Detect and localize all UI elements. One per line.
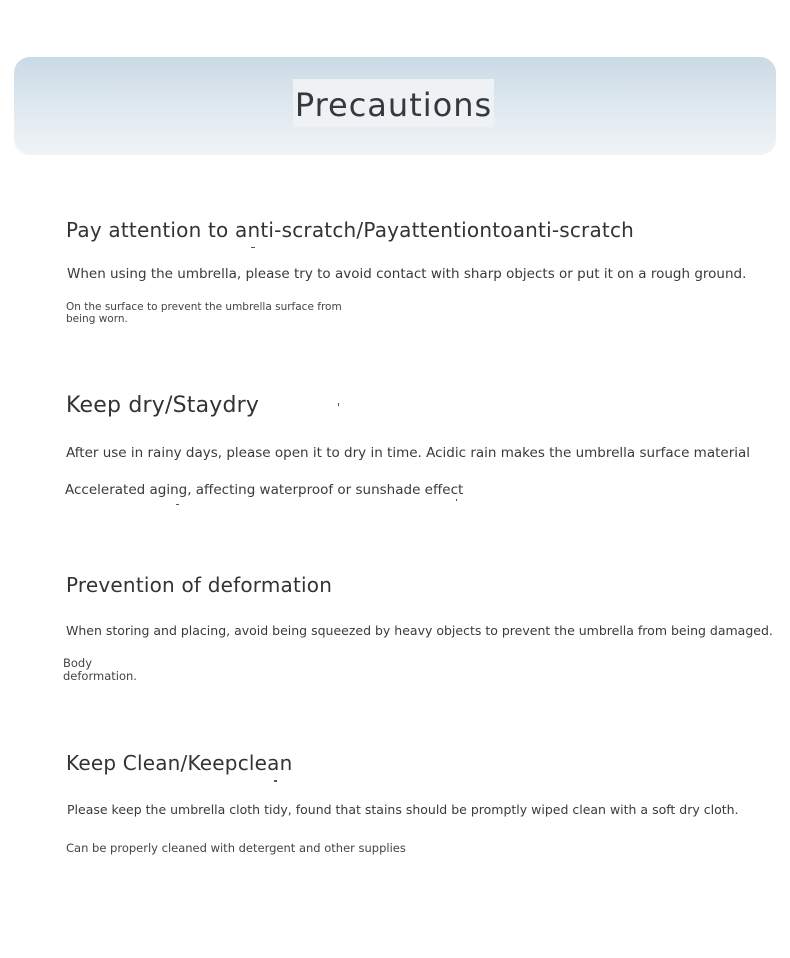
section-text-keep-dry-line2: Accelerated aging, affecting waterproof or sunshade effect — [65, 482, 464, 498]
stray-mark — [176, 504, 179, 505]
stray-mark — [456, 499, 457, 501]
section-text-keep-clean-line2: Can be properly cleaned with detergent and other supplies — [66, 841, 406, 855]
stray-mark — [274, 780, 277, 782]
section-heading-anti-scratch: Pay attention to anti-scratch/Payattentiontoanti-scratch — [66, 218, 635, 242]
page-title: Precautions — [294, 86, 493, 124]
section-text-keep-clean-line1: Please keep the umbrella cloth tidy, found that stains should be promptly wiped clean with a soft dry cloth. — [67, 802, 739, 817]
stray-mark — [338, 403, 339, 406]
section-heading-keep-clean: Keep Clean/Keepclean — [66, 751, 293, 775]
section-text-anti-scratch-line2: On the surface to prevent the umbrella surface from being worn. — [66, 301, 342, 325]
stray-mark — [251, 247, 255, 248]
section-text-anti-scratch-line1: When using the umbrella, please try to avoid contact with sharp objects or put it on a rough ground. — [67, 266, 747, 282]
section-text-keep-dry-line1: After use in rainy days, please open it to dry in time. Acidic rain makes the umbrella surface material — [66, 445, 751, 461]
section-text-deformation-line1: When storing and placing, avoid being squeezed by heavy objects to prevent the umbrella from being damaged. — [66, 623, 773, 638]
section-text-deformation-line2: Body deformation. — [63, 656, 137, 683]
section-heading-keep-dry: Keep dry/Staydry — [66, 393, 260, 418]
section-heading-deformation: Prevention of deformation — [66, 573, 333, 597]
